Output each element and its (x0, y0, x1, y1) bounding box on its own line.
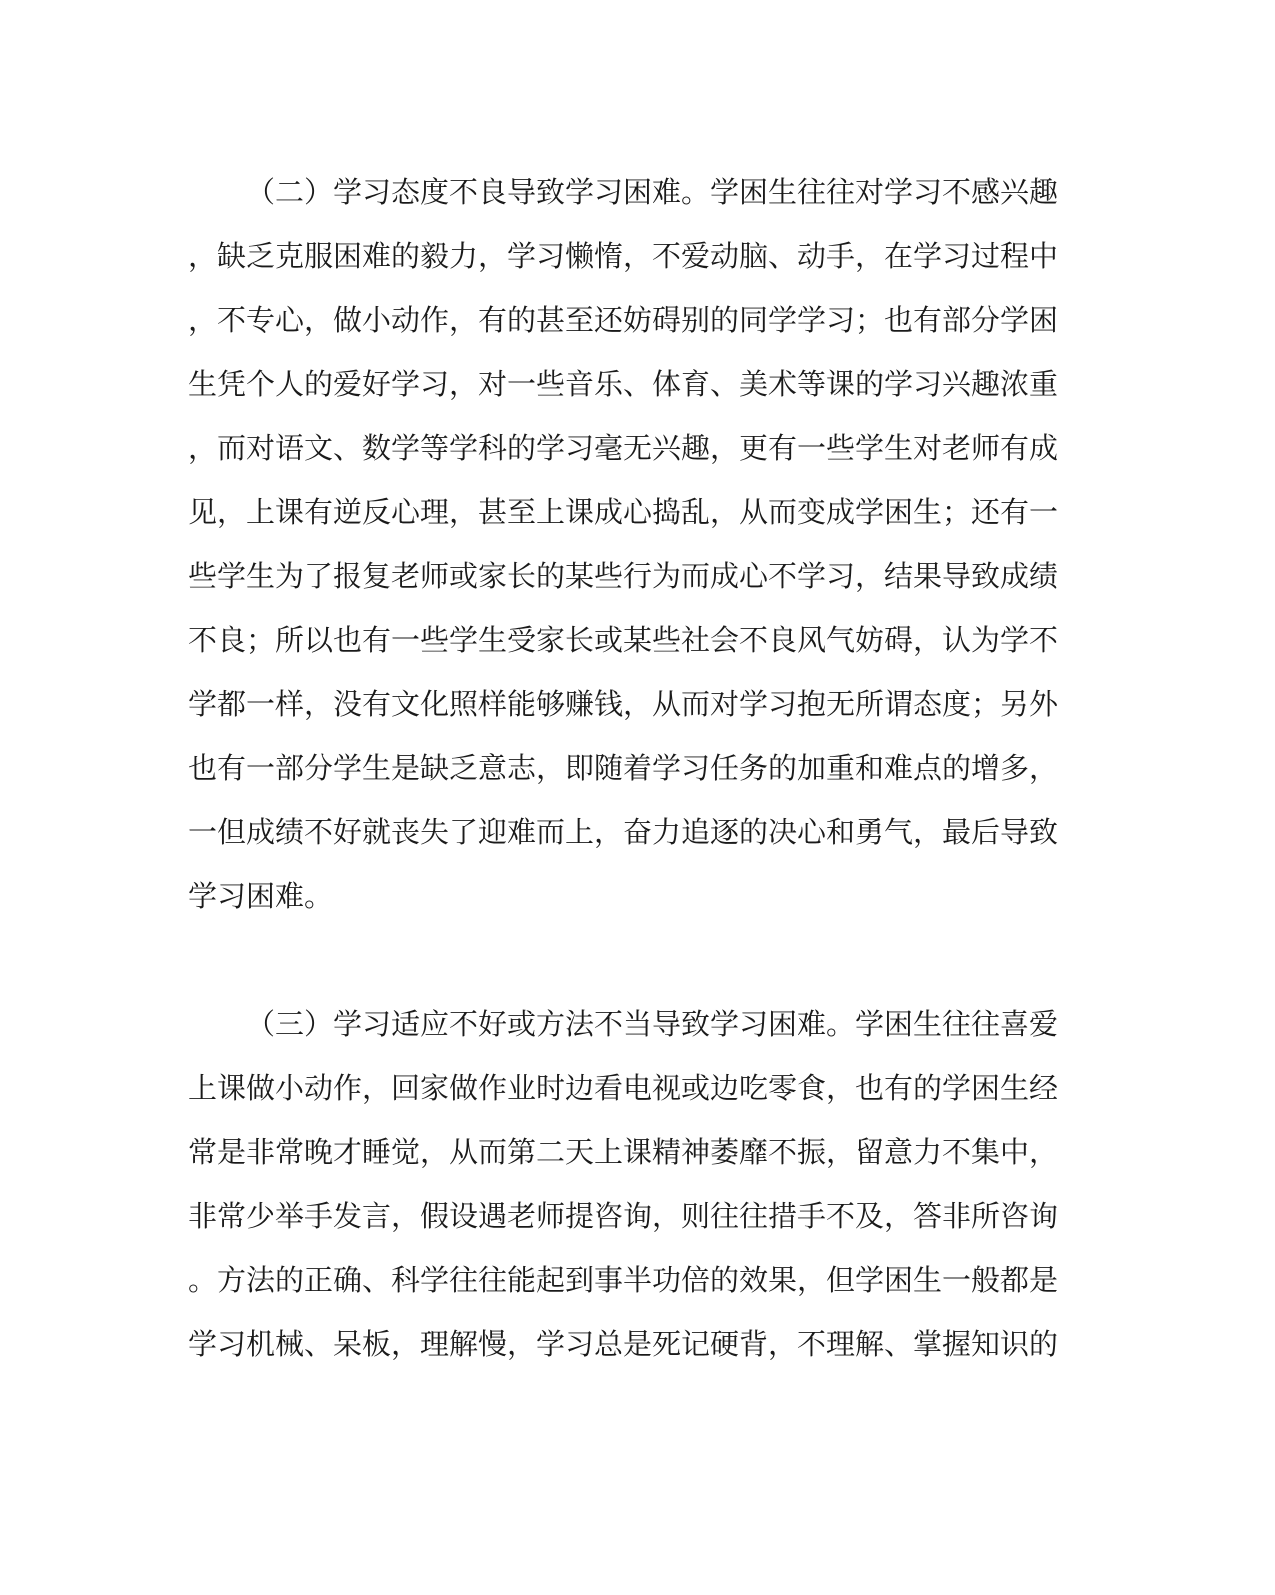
text-line: 学习机械、呆板，理解慢，学习总是死记硬背，不理解、掌握知识的 (188, 1327, 1059, 1361)
text-line: ，而对语文、数学等学科的学习毫无兴趣，更有一些学生对老师有成 (188, 431, 1059, 465)
text-line: 常是非常晚才睡觉，从而第二天上课精神萎靡不振，留意力不集中， (188, 1135, 1059, 1169)
text-line: （二）学习态度不良导致学习困难。学困生往往对学习不感兴趣 (246, 175, 1059, 209)
text-line: ，缺乏克服困难的毅力，学习懒惰，不爱动脑、动手，在学习过程中 (188, 239, 1059, 273)
text-line: 些学生为了报复老师或家长的某些行为而成心不学习，结果导致成绩 (188, 559, 1059, 593)
paragraph-3 (188, 992, 1059, 1376)
text-line: （三）学习适应不好或方法不当导致学习困难。学困生往往喜爱 (246, 1007, 1059, 1041)
text-line: 不良；所以也有一些学生受家长或某些社会不良风气妨碍，认为学不 (188, 623, 1059, 657)
paragraph-2 (188, 160, 1059, 928)
text-line: 非常少举手发言，假设遇老师提咨询，则往往措手不及，答非所咨询 (188, 1199, 1059, 1233)
paragraph-spacer (188, 928, 1048, 992)
text-line: 。方法的正确、科学往往能起到事半功倍的效果，但学困生一般都是 (188, 1263, 1059, 1297)
text-line: 上课做小动作，回家做作业时边看电视或边吃零食，也有的学困生经 (188, 1071, 1059, 1105)
text-line: 学习困难。 (188, 879, 334, 913)
text-line: ，不专心，做小动作，有的甚至还妨碍别的同学学习；也有部分学困 (188, 303, 1059, 337)
text-line: 一但成绩不好就丧失了迎难而上，奋力追逐的决心和勇气，最后导致 (188, 815, 1059, 849)
text-line: 学都一样，没有文化照样能够赚钱，从而对学习抱无所谓态度；另外 (188, 687, 1059, 721)
text-line: 生凭个人的爱好学习，对一些音乐、体育、美术等课的学习兴趣浓重 (188, 367, 1059, 401)
text-line: 见，上课有逆反心理，甚至上课成心捣乱，从而变成学困生；还有一 (188, 495, 1059, 529)
text-line: 也有一部分学生是缺乏意志，即随着学习任务的加重和难点的增多， (188, 751, 1059, 785)
document-body (188, 160, 1059, 1376)
